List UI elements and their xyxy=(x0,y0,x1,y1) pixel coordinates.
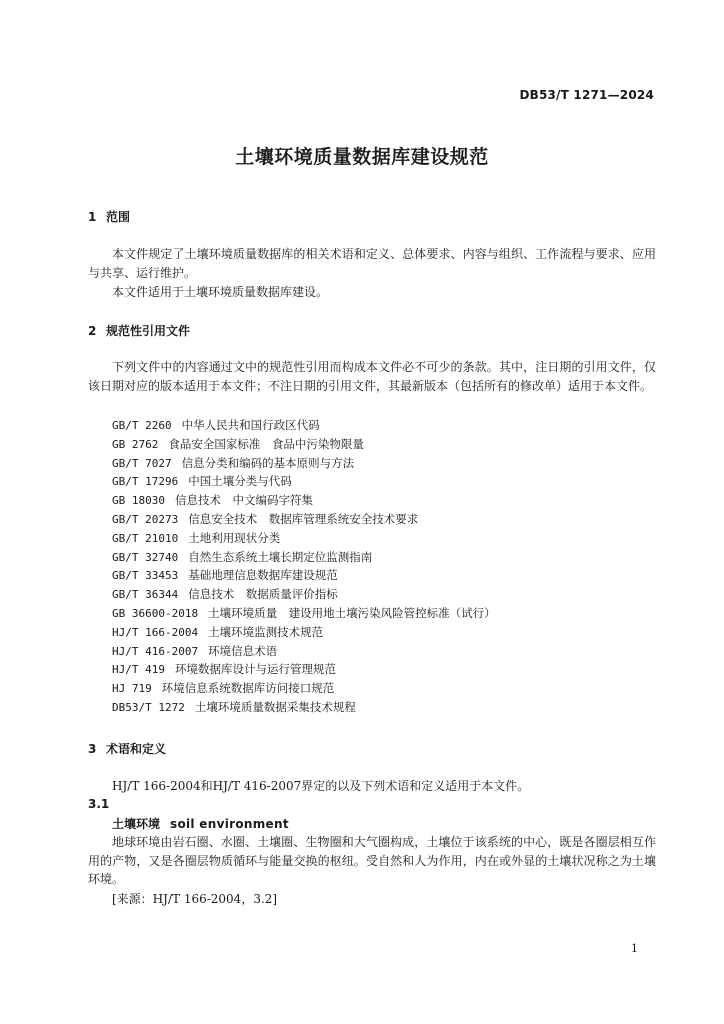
section-title: 术语和定义 xyxy=(106,742,167,756)
reference-code: GB/T 32740 xyxy=(112,550,179,564)
reference-code: GB/T 21010 xyxy=(112,531,179,545)
document-title: 土壤环境质量数据库建设规范 xyxy=(235,146,489,168)
reference-code: GB/T 17296 xyxy=(112,475,179,489)
term-source: [来源：HJ/T 166-2004，3.2] xyxy=(112,892,278,906)
term-heading xyxy=(112,815,289,832)
reference-item xyxy=(112,679,652,698)
reference-code: GB/T 33453 xyxy=(112,569,179,583)
reference-code: GB 18030 xyxy=(112,494,165,508)
reference-code: HJ/T 166-2004 xyxy=(112,625,199,639)
term-number: 3.1 xyxy=(88,797,110,811)
reference-item xyxy=(112,435,652,454)
term-definition: 地球环境由岩石圈、水圈、土壤圈、生物圈和大气圈构成，土壤位于该系统的中心，既是各圈层相互作用的产物，又是各圈层物质循环与能量交换的枢纽。受自然和人为作用，内在或外显的土壤状况称之为土壤环境。 xyxy=(88,835,656,886)
term-chinese: 土壤环境 xyxy=(112,817,161,831)
reference-item xyxy=(112,623,652,642)
standard-code: DB53/T 1271—2024 xyxy=(519,88,654,102)
reference-title: 自然生态系统土壤长期定位监测指南 xyxy=(188,549,373,564)
reference-item xyxy=(112,698,652,717)
reference-code: HJ 719 xyxy=(112,682,152,696)
term-english: soil environment xyxy=(170,817,289,831)
reference-code: HJ/T 419 xyxy=(112,663,165,677)
reference-title: 土壤环境质量 建设用地土壤污染风险管控标准（试行） xyxy=(208,605,496,620)
reference-title: 中华人民共和国行政区代码 xyxy=(181,418,320,432)
reference-title: 环境信息系统数据库访问接口规范 xyxy=(161,681,335,696)
page-number: 1 xyxy=(631,942,638,955)
reference-title: 土壤环境监测技术规范 xyxy=(208,624,324,639)
reference-title: 基础地理信息数据库建设规范 xyxy=(188,568,338,583)
reference-code: GB 2762 xyxy=(112,437,159,451)
section-1-heading xyxy=(88,208,130,225)
section-title: 范围 xyxy=(106,210,131,224)
section-3-intro: HJ/T 166-2004和HJ/T 416-2007界定的以及下列术语和定义适用于本文件。 xyxy=(112,779,530,793)
reference-title: 中国土壤分类与代码 xyxy=(188,474,292,489)
reference-code: GB 36600-2018 xyxy=(112,606,199,620)
reference-code: GB/T 20273 xyxy=(112,512,179,526)
section-title: 规范性引用文件 xyxy=(106,324,191,338)
reference-code: GB/T 2260 xyxy=(112,419,172,432)
reference-title: 食品安全国家标准 食品中污染物限量 xyxy=(168,436,364,451)
reference-item xyxy=(112,642,652,661)
reference-title: 环境信息术语 xyxy=(208,643,278,658)
reference-title: 信息安全技术 数据库管理系统安全技术要求 xyxy=(188,511,419,526)
reference-code: GB/T 36344 xyxy=(112,588,179,602)
reference-item xyxy=(112,454,652,473)
reference-item xyxy=(112,566,652,585)
reference-title: 土地利用现状分类 xyxy=(188,530,281,545)
reference-title: 环境数据库设计与运行管理规范 xyxy=(174,662,336,677)
reference-item xyxy=(112,660,652,679)
reference-code: GB/T 7027 xyxy=(112,456,172,470)
section-2-intro: 下列文件中的内容通过文中的规范性引用而构成本文件必不可少的条款。其中，注日期的引用文件，仅该日期对应的版本适用于本文件；不注日期的引用文件，其最新版本（包括所有的修改单）适用于本文件。 xyxy=(88,360,656,393)
reference-code: DB53/T 1272 xyxy=(112,700,185,714)
reference-title: 信息技术 中文编码字符集 xyxy=(174,493,313,508)
reference-item xyxy=(112,529,652,548)
reference-item xyxy=(112,510,652,529)
section-number: 2 xyxy=(88,324,97,338)
section-number: 1 xyxy=(88,210,97,224)
section-3-heading xyxy=(88,740,166,757)
section-number: 3 xyxy=(88,742,97,756)
reference-title: 信息技术 数据质量评价指标 xyxy=(188,587,338,602)
section-1-paragraph-2: 本文件适用于土壤环境质量数据库建设。 xyxy=(112,285,329,299)
reference-item xyxy=(112,585,652,604)
reference-list xyxy=(112,416,652,717)
section-2-heading xyxy=(88,322,190,339)
reference-item xyxy=(112,548,652,567)
reference-item xyxy=(112,416,652,435)
reference-title: 土壤环境质量数据采集技术规程 xyxy=(194,699,356,714)
reference-item xyxy=(112,604,652,623)
section-1-paragraph-1: 本文件规定了土壤环境质量数据库的相关术语和定义、总体要求、内容与组织、工作流程与要求、应用与共享、运行维护。 xyxy=(88,247,656,280)
reference-code: HJ/T 416-2007 xyxy=(112,644,199,658)
reference-item xyxy=(112,491,652,510)
reference-title: 信息分类和编码的基本原则与方法 xyxy=(181,455,355,470)
reference-item xyxy=(112,472,652,491)
